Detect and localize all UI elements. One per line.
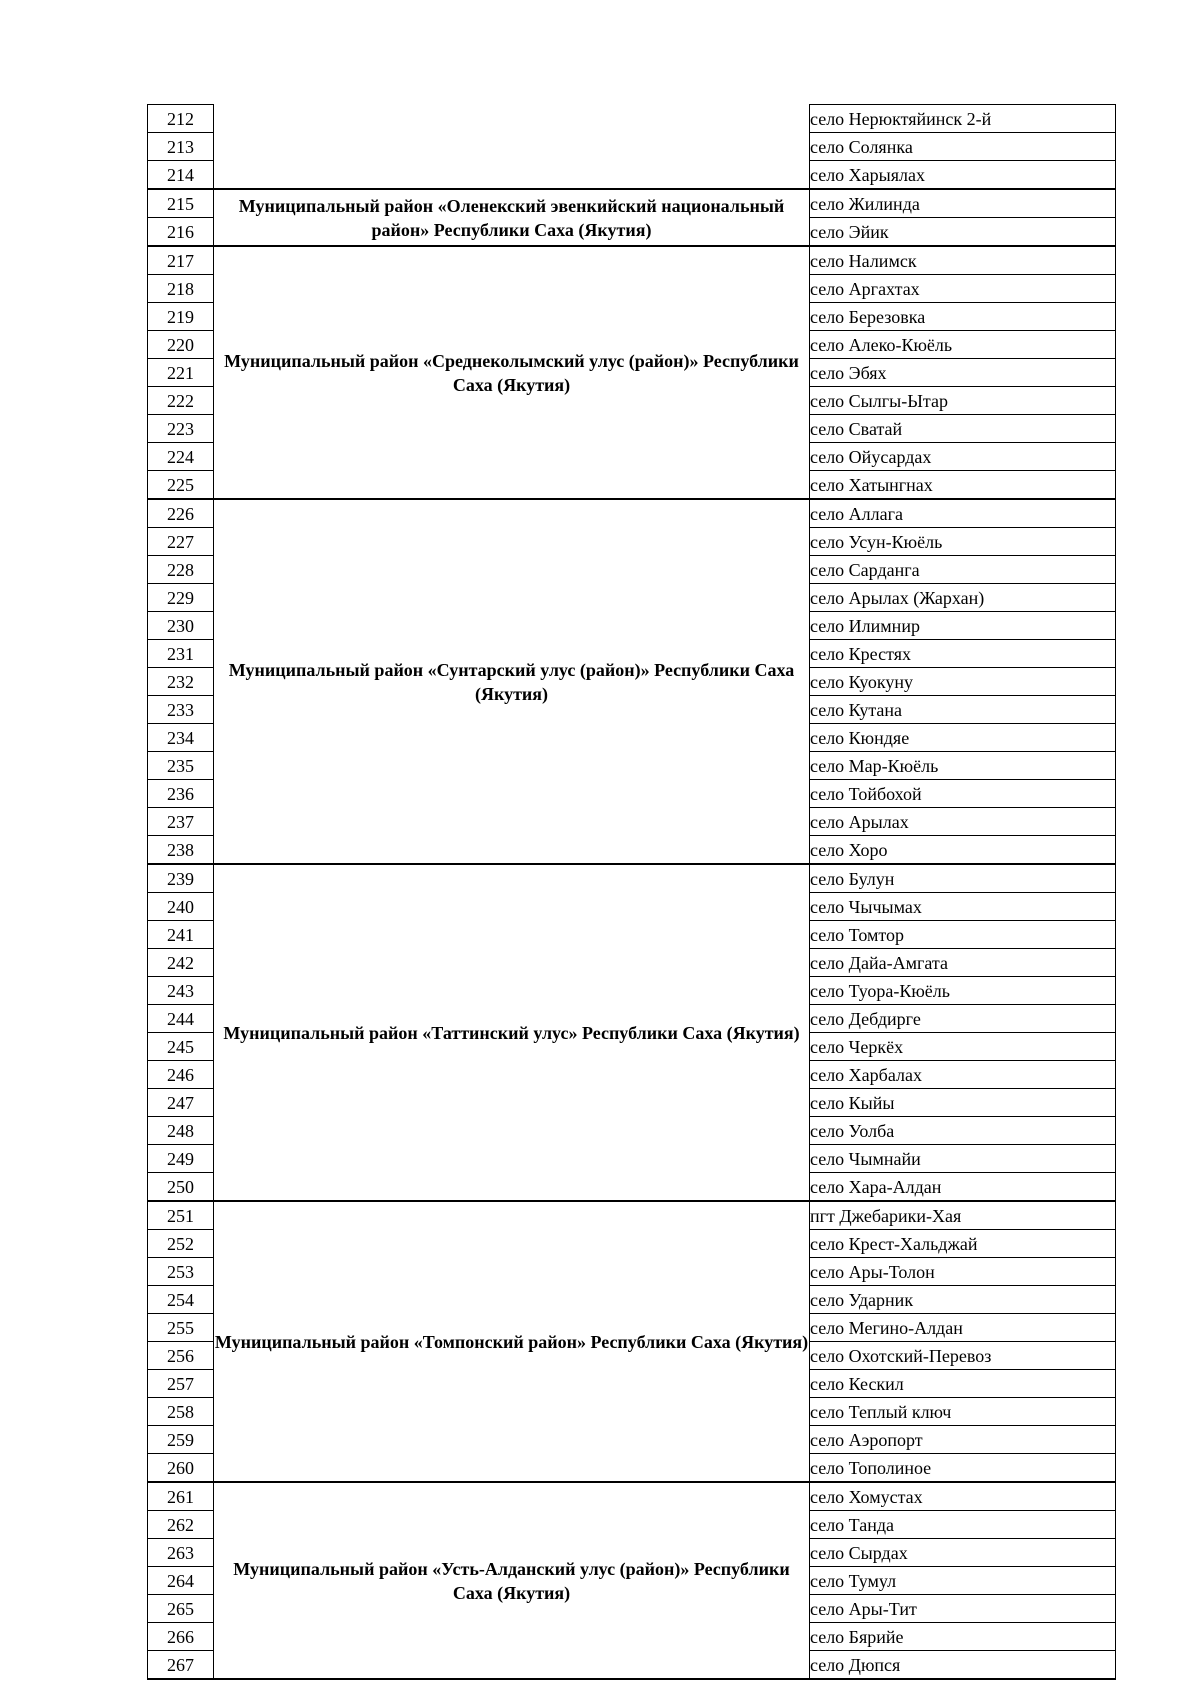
settlement-name: село Кыйы (810, 1089, 1116, 1117)
row-number: 223 (148, 415, 214, 443)
district-name: Муниципальный район «Оленекский эвенкийский национальный район» Республики Саха (Якутия) (214, 189, 810, 246)
row-number: 247 (148, 1089, 214, 1117)
row-number: 250 (148, 1173, 214, 1202)
settlement-name: село Теплый ключ (810, 1398, 1116, 1426)
row-number: 215 (148, 189, 214, 218)
settlement-name: село Хоро (810, 836, 1116, 865)
row-number: 260 (148, 1454, 214, 1483)
settlement-name: село Тополиное (810, 1454, 1116, 1483)
settlement-name: село Арылах (810, 808, 1116, 836)
settlement-name: село Арылах (Жархан) (810, 584, 1116, 612)
row-number: 259 (148, 1426, 214, 1454)
settlement-name: село Аргахтах (810, 275, 1116, 303)
row-number: 227 (148, 528, 214, 556)
row-number: 242 (148, 949, 214, 977)
settlement-name: село Нерюктяйинск 2-й (810, 105, 1116, 133)
settlement-name: село Мегино-Алдан (810, 1314, 1116, 1342)
settlement-name: село Аллага (810, 499, 1116, 528)
settlement-name: село Хара-Алдан (810, 1173, 1116, 1202)
row-number: 225 (148, 471, 214, 500)
settlement-name: село Крестях (810, 640, 1116, 668)
settlements-table (147, 104, 1116, 1680)
settlement-name: село Усун-Кюёль (810, 528, 1116, 556)
row-number: 241 (148, 921, 214, 949)
table-row (148, 105, 1116, 133)
row-number: 261 (148, 1482, 214, 1511)
row-number: 213 (148, 133, 214, 161)
settlement-name: село Тумул (810, 1567, 1116, 1595)
row-number: 249 (148, 1145, 214, 1173)
settlement-name: село Дайа-Амгата (810, 949, 1116, 977)
row-number: 258 (148, 1398, 214, 1426)
settlement-name: село Танда (810, 1511, 1116, 1539)
settlement-name: село Сарданга (810, 556, 1116, 584)
settlement-name: село Харыялах (810, 161, 1116, 190)
settlement-name: село Ары-Тит (810, 1595, 1116, 1623)
row-number: 232 (148, 668, 214, 696)
row-number: 222 (148, 387, 214, 415)
settlement-name: село Чычымах (810, 893, 1116, 921)
table-row (148, 246, 1116, 275)
table-row (148, 1482, 1116, 1511)
settlement-name: село Дебдирге (810, 1005, 1116, 1033)
settlement-name: село Крест-Хальджай (810, 1230, 1116, 1258)
settlement-name: село Сватай (810, 415, 1116, 443)
district-name: Муниципальный район «Таттинский улус» Республики Саха (Якутия) (214, 864, 810, 1201)
settlement-name: село Алеко-Кюёль (810, 331, 1116, 359)
row-number: 244 (148, 1005, 214, 1033)
row-number: 224 (148, 443, 214, 471)
row-number: 263 (148, 1539, 214, 1567)
settlement-name: село Мар-Кюёль (810, 752, 1116, 780)
table-row (148, 189, 1116, 218)
table-row (148, 499, 1116, 528)
district-name: Муниципальный район «Усть-Алданский улус (район)» Республики Саха (Якутия) (214, 1482, 810, 1679)
settlement-name: село Кутана (810, 696, 1116, 724)
table-row (148, 1201, 1116, 1230)
row-number: 267 (148, 1651, 214, 1680)
settlement-name: село Чымнайи (810, 1145, 1116, 1173)
settlement-name: село Куокуну (810, 668, 1116, 696)
row-number: 251 (148, 1201, 214, 1230)
settlement-name: село Ойусардах (810, 443, 1116, 471)
row-number: 255 (148, 1314, 214, 1342)
row-number: 219 (148, 303, 214, 331)
row-number: 262 (148, 1511, 214, 1539)
document-page (147, 104, 1115, 1680)
row-number: 245 (148, 1033, 214, 1061)
row-number: 233 (148, 696, 214, 724)
settlement-name: село Жилинда (810, 189, 1116, 218)
settlement-name: село Ары-Толон (810, 1258, 1116, 1286)
row-number: 266 (148, 1623, 214, 1651)
settlement-name: пгт Джебарики-Хая (810, 1201, 1116, 1230)
settlement-name: село Дюпся (810, 1651, 1116, 1680)
row-number: 217 (148, 246, 214, 275)
row-number: 221 (148, 359, 214, 387)
settlement-name: село Березовка (810, 303, 1116, 331)
settlement-name: село Хомустах (810, 1482, 1116, 1511)
row-number: 237 (148, 808, 214, 836)
settlement-name: село Уолба (810, 1117, 1116, 1145)
row-number: 239 (148, 864, 214, 893)
settlement-name: село Эбях (810, 359, 1116, 387)
row-number: 264 (148, 1567, 214, 1595)
settlement-name: село Кескил (810, 1370, 1116, 1398)
row-number: 248 (148, 1117, 214, 1145)
row-number: 254 (148, 1286, 214, 1314)
settlement-name: село Булун (810, 864, 1116, 893)
settlement-name: село Аэропорт (810, 1426, 1116, 1454)
settlement-name: село Ударник (810, 1286, 1116, 1314)
row-number: 230 (148, 612, 214, 640)
row-number: 231 (148, 640, 214, 668)
settlement-name: село Тойбохой (810, 780, 1116, 808)
settlement-name: село Эйик (810, 218, 1116, 247)
row-number: 238 (148, 836, 214, 865)
settlement-name: село Сырдах (810, 1539, 1116, 1567)
row-number: 252 (148, 1230, 214, 1258)
settlement-name: село Томтор (810, 921, 1116, 949)
settlement-name: село Сылгы-Ытар (810, 387, 1116, 415)
settlement-name: село Харбалах (810, 1061, 1116, 1089)
settlement-name: село Хатынгнах (810, 471, 1116, 500)
settlement-name: село Илимнир (810, 612, 1116, 640)
row-number: 212 (148, 105, 214, 133)
settlements-table-body (148, 105, 1116, 1680)
district-name: Муниципальный район «Томпонский район» Республики Саха (Якутия) (214, 1201, 810, 1482)
row-number: 265 (148, 1595, 214, 1623)
row-number: 243 (148, 977, 214, 1005)
row-number: 216 (148, 218, 214, 247)
row-number: 246 (148, 1061, 214, 1089)
district-name: Муниципальный район «Среднеколымский улус (район)» Республики Саха (Якутия) (214, 246, 810, 499)
row-number: 253 (148, 1258, 214, 1286)
row-number: 234 (148, 724, 214, 752)
district-name (214, 105, 810, 190)
row-number: 235 (148, 752, 214, 780)
settlement-name: село Солянка (810, 133, 1116, 161)
settlement-name: село Бярийе (810, 1623, 1116, 1651)
settlement-name: село Налимск (810, 246, 1116, 275)
table-row (148, 864, 1116, 893)
row-number: 220 (148, 331, 214, 359)
row-number: 236 (148, 780, 214, 808)
row-number: 257 (148, 1370, 214, 1398)
settlement-name: село Черкёх (810, 1033, 1116, 1061)
row-number: 228 (148, 556, 214, 584)
row-number: 214 (148, 161, 214, 190)
settlement-name: село Туора-Кюёль (810, 977, 1116, 1005)
row-number: 229 (148, 584, 214, 612)
settlement-name: село Охотский-Перевоз (810, 1342, 1116, 1370)
row-number: 218 (148, 275, 214, 303)
settlement-name: село Кюндяе (810, 724, 1116, 752)
district-name: Муниципальный район «Сунтарский улус (район)» Республики Саха (Якутия) (214, 499, 810, 864)
row-number: 226 (148, 499, 214, 528)
row-number: 256 (148, 1342, 214, 1370)
row-number: 240 (148, 893, 214, 921)
